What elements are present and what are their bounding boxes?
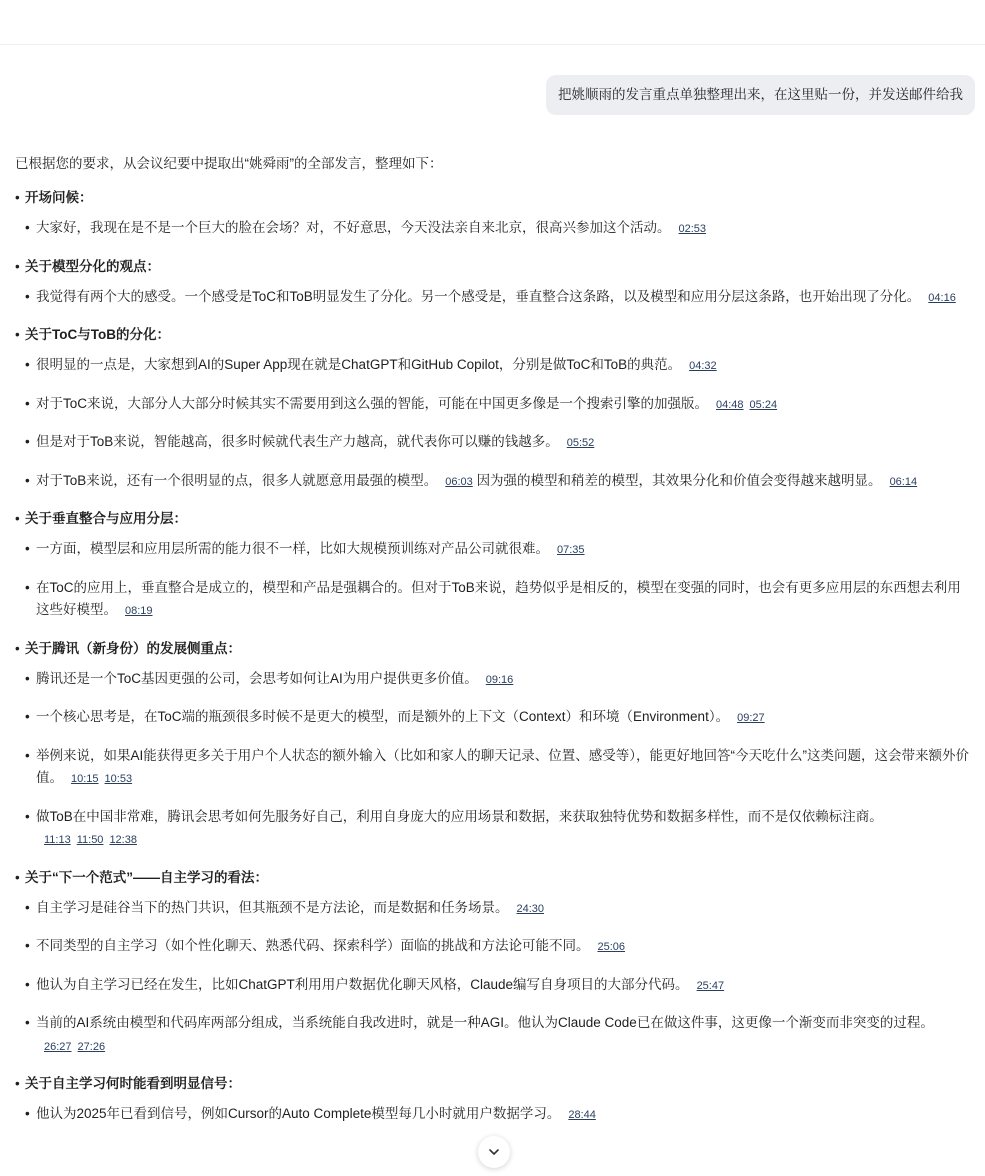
list-item [25,745,971,791]
timestamp-link[interactable]: 05:24 [749,398,778,411]
section-title: 关于腾讯（新身份）的发展侧重点： [25,640,241,656]
item-text [36,1103,971,1127]
item-sentence: 我觉得有两个大的感受。一个感受是ToC和ToB明显发生了分化。另一个感受是，垂直整合这条路，以及模型和应用分层这条路，也开始出现了分化。 [36,288,921,304]
timestamp-link[interactable]: 09:27 [737,712,765,724]
timestamp-link[interactable]: 27:26 [77,1040,106,1053]
bullet: • [25,579,30,595]
timestamp-link[interactable]: 04:32 [689,360,717,372]
bullet: • [25,1015,30,1030]
section-title: 关于ToC与ToB的分化： [25,327,170,342]
item-text [36,431,971,455]
item-text [36,706,971,730]
item-text [36,1012,971,1058]
item-text [36,354,971,378]
section-heading [15,508,971,530]
bullet: • [15,511,20,526]
bullet: • [25,747,30,763]
item-sentence: 一方面，模型层和应用层所需的能力很不一样，比如大规模预训练对产品公司就很难。 [36,541,549,556]
section-title: 关于垂直整合与应用分层： [25,511,187,526]
section-heading [15,187,971,209]
list-item [25,431,971,455]
item-sentence: 当前的AI系统由模型和代码库两部分组成，当系统能自我改进时，就是一种AGI。他认为Claude Code已在做这件事，这更像一个渐变而非突变的过程。 [36,1015,934,1030]
item-text [36,470,971,494]
item-sentence: 做ToB在中国非常难，腾讯会思考如何先服务好自己，利用自身庞大的应用场景和数据，来获取独特优势和数据多样性，而不是仅依赖标注商。 [36,808,883,824]
bullet: • [25,670,30,686]
timestamp-link[interactable]: 07:35 [557,544,585,556]
list-item [25,538,971,562]
item-sentence: 但是对于ToB来说，智能越高，很多时候就代表生产力越高，就代表你可以赚的钱越多。 [36,434,559,449]
bullet: • [25,899,30,915]
item-text [36,745,971,791]
user-message-bubble: 把姚顺雨的发言重点单独整理出来，在这里贴一份，并发送邮件给我 [546,75,975,115]
item-sentence: 他认为自主学习已经在发生，比如ChatGPT利用用户数据优化聊天风格，Claude编写自身项目的大部分代码。 [36,976,689,992]
item-text [36,668,971,692]
list-item [25,577,971,623]
item-text [36,577,971,623]
section-heading [15,867,971,889]
item-sentence: 一个核心思考是，在ToC端的瓶颈很多时候不是更大的模型，而是额外的上下文（Context）和环境（Environment）。 [36,709,730,724]
item-text [36,935,971,959]
item-text [36,974,971,998]
item-sentence: 腾讯还是一个ToC基因更强的公司，会思考如何让AI为用户提供更多价值。 [36,670,478,686]
item-text [36,286,971,310]
answer-intro: 已根据您的要求，从会议纪要中提取出“姚舜雨”的全部发言，整理如下： [15,156,443,171]
list-item [25,897,971,921]
bullet: • [15,327,20,342]
list-item [25,286,971,310]
item-text [36,393,971,417]
section-title: 关于模型分化的观点： [25,258,160,274]
bullet: • [25,709,30,724]
timestamp-link[interactable]: 24:30 [516,902,545,915]
bullet: • [25,288,30,304]
timestamp-link[interactable]: 08:19 [125,605,153,617]
list-item [25,806,971,852]
timestamp-link[interactable]: 04:48 [716,398,744,411]
list-item [25,935,971,959]
assistant-answer [0,115,985,1127]
bullet: • [25,1106,30,1121]
timestamp-link[interactable]: 05:52 [566,437,595,449]
bullet: • [25,808,30,824]
timestamp-link[interactable]: 25:47 [696,979,725,992]
bullet: • [15,1076,20,1091]
timestamp-link[interactable]: 11:50 [76,834,104,846]
list-item [25,1012,971,1058]
timestamp-link[interactable]: 02:53 [678,223,707,235]
timestamp-link[interactable]: 28:44 [568,1109,596,1121]
list-item [25,706,971,730]
section-heading [15,256,971,278]
item-sentence: 对于ToC来说，大部分人大部分时候其实不需要用到这么强的智能，可能在中国更多像是一个搜索引擎的加强版。 [36,395,709,411]
item-sentence: 很明显的一点是，大家想到AI的Super App现在就是ChatGPT和GitHub Copilot，分别是做ToC和ToB的典范。 [36,357,682,372]
section-heading [15,1073,971,1095]
bullet: • [25,976,30,992]
bullet: • [25,472,30,488]
bullet: • [25,434,30,449]
timestamp-link[interactable]: 10:53 [104,773,133,785]
timestamp-link[interactable]: 09:16 [485,673,514,686]
timestamp-link[interactable]: 10:15 [71,773,99,785]
timestamp-link[interactable]: 11:13 [44,834,71,846]
section-title: 关于“下一个范式”——自主学习的看法： [25,869,268,885]
item-sentence: 自主学习是硅谷当下的热门共识，但其瓶颈不是方法论，而是数据和任务场景。 [36,899,509,915]
chevron-down-icon [487,1145,501,1159]
list-item [25,217,971,241]
list-item [25,668,971,692]
top-bar [0,0,985,45]
section-heading [15,324,971,346]
item-sentence: 因为强的模型和稍差的模型，其效果分化和价值会变得越来越明显。 [476,472,882,488]
list-item [25,974,971,998]
item-sentence: 举例来说，如果AI能获得更多关于用户个人状态的额外输入（比如和家人的聊天记录、位置、感受等），能更好地回答“今天吃什么”这类问题，这会带来额外价值。 [36,747,969,785]
item-sentence: 对于ToB来说，还有一个很明显的点，很多人就愿意用最强的模型。 [36,472,438,488]
bullet: • [15,258,20,274]
bullet: • [25,395,30,411]
section-title: 开场问候： [25,190,93,205]
bullet: • [15,869,20,885]
timestamp-link[interactable]: 26:27 [44,1040,72,1053]
section-title: 关于自主学习何时能看到明显信号： [25,1076,241,1091]
bullet: • [25,541,30,556]
list-item [25,393,971,417]
bullet: • [25,220,30,235]
list-item [25,470,971,494]
list-item [25,354,971,378]
section-heading [15,638,971,660]
timestamp-link[interactable]: 06:03 [445,475,473,488]
item-sentence: 他认为2025年已看到信号，例如Cursor的Auto Complete模型每几小时就用户数据学习。 [36,1106,561,1121]
item-text [36,217,971,241]
user-message-row [0,45,985,115]
bullet: • [15,640,20,656]
item-text [36,538,971,562]
item-text [36,897,971,921]
item-sentence: 在ToC的应用上，垂直整合是成立的，模型和产品是强耦合的。但对于ToB来说，趋势似乎是相反的，模型在变强的同时，也会有更多应用层的东西想去利用这些好模型。 [36,579,961,617]
scroll-down-button[interactable] [478,1136,510,1168]
bullet: • [15,190,20,205]
bullet: • [25,938,30,953]
answer-sections [15,187,971,1127]
item-sentence: 大家好，我现在是不是一个巨大的脸在会场？对，不好意思，今天没法亲自来北京，很高兴参加这个活动。 [36,220,671,235]
list-item [25,1103,971,1127]
item-text [36,806,971,852]
timestamp-link[interactable]: 04:16 [928,291,956,304]
timestamp-link[interactable]: 12:38 [109,834,137,846]
timestamp-link[interactable]: 25:06 [597,941,626,953]
bullet: • [25,357,30,372]
timestamp-link[interactable]: 06:14 [889,475,918,488]
item-sentence: 不同类型的自主学习（如个性化聊天、熟悉代码、探索科学）面临的挑战和方法论可能不同。 [36,938,590,953]
